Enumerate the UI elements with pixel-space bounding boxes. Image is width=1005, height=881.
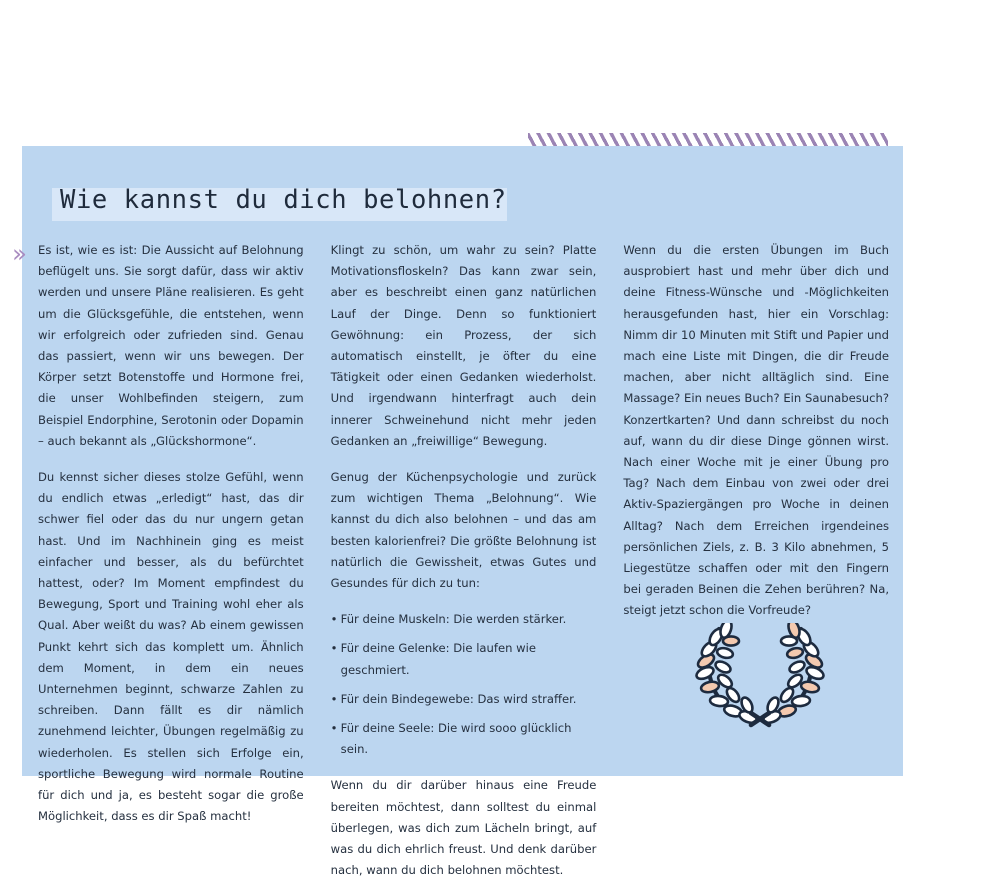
page-title: Wie kannst du dich belohnen? bbox=[60, 185, 507, 215]
text-column-3 bbox=[623, 240, 889, 881]
wreath-branch-right bbox=[762, 623, 825, 725]
paragraph: Du kennst sicher dieses stolze Gefühl, wenn du endlich etwas „erledigt“ hast, das dir schwer fiel oder das du nur ungern getan hast. Und im Nachhinein ging es meist einfacher und besser, als du befürchtet hattest, oder? Im Moment empfindest du Bewegung, Sport und Training wohl eher als Qual. Aber weißt du was? Ab einem gewissen Punkt kehrt sich das komplett um. Ähnlich dem Moment, in dem ein neues Unternehmen beginnt, schwarze Zahlen zu schreiben. Dann fällt es dir nämlich zunehmend leichter, Übungen regelmäßig zu wiederholen. Es stellen sich Erfolge ein, sportliche Bewegung wird normale Routine für dich und ja, es besteht sogar die große Möglichkeit, dass es dir Spaß macht! bbox=[38, 470, 304, 824]
wreath-branch-left bbox=[695, 623, 758, 725]
benefit-list bbox=[331, 609, 597, 760]
paragraph: Genug der Küchenpsychologie und zurück zum wichtigen Thema „Belohnung“. Wie kannst du dich also belohnen – und das am besten kalorienfrei? Die größte Belohnung ist natürlich die Gewissheit, etwas Gutes und Gesundes für dich zu tun: bbox=[330, 470, 597, 591]
text-column-1 bbox=[38, 240, 304, 881]
text-columns bbox=[38, 240, 889, 881]
laurel-wreath-icon bbox=[695, 623, 825, 733]
list-item: • Für dein Bindegewebe: Das wird straffer. bbox=[331, 689, 597, 710]
paragraph: Wenn du dir darüber hinaus eine Freude bereiten möchtest, dann solltest du einmal überlegen, was dich zum Lächeln bringt, auf was du dich ehrlich freust. Und denk darüber nach, wann du dich belohnen möchtest. bbox=[330, 778, 597, 878]
chevron-marker-icon: ›› bbox=[12, 239, 22, 268]
heading-container bbox=[38, 183, 878, 227]
list-item: • Für deine Gelenke: Die laufen wie geschmiert. bbox=[331, 638, 597, 680]
list-item: • Für deine Muskeln: Die werden stärker. bbox=[331, 609, 597, 630]
paragraph: Klingt zu schön, um wahr zu sein? Platte Motivationsfloskeln? Das kann zwar sein, aber es beschreibt einen ganz natürlichen Lauf der Dinge. Denn so funktioniert Gewöhnung: ein Prozess, der sich automatisch einstellt, je öfter du eine Tätigkeit oder einen Gedanken wiederholst. Und irgendwann hinterfragt auch dein innerer Schweinehund nicht mehr jeden Gedanken an „freiwillige“ Bewegung. bbox=[330, 243, 597, 448]
paragraph: Wenn du die ersten Übungen im Buch ausprobiert hast und mehr über dich und deine Fitness-Wünsche und -Möglichkeiten herausgefunden hast, hier ein Vorschlag: Nimm dir 10 Minuten mit Stift und Papier und mach eine Liste mit Dingen, die dir Freude machen, aber nicht alltäglich sind. Eine Massage? Ein neues Buch? Ein Saunabesuch? Konzertkarten? Und dann schreibst du noch auf, wann du dir diese Dinge gönnen wirst. Nach einer Woche mit je einer Übung pro Tag? Nach dem Einbau von zwei oder drei Aktiv-Spaziergängen pro Woche in deinen Alltag? Nach dem Erreichen irgendeines persönlichen Ziels, z. B. 3 Kilo abnehmen, 5 Liegestütze schaffen oder mit den Fingern bei geraden Beinen die Zehen berühren? Na, steigt jetzt schon die Vorfreude? bbox=[623, 243, 890, 618]
list-item: • Für deine Seele: Die wird sooo glücklich sein. bbox=[331, 718, 597, 760]
content-panel bbox=[12, 146, 903, 878]
paragraph: Es ist, wie es ist: Die Aussicht auf Belohnung beflügelt uns. Sie sorgt dafür, dass wir aktiv werden und unsere Pläne realisieren. Es geht um die Glücksgefühle, die entstehen, wenn wir erfolgreich oder zufrieden sind. Genau das passiert, wenn wir uns bewegen. Der Körper setzt Botenstoffe und Hormone frei, die unser Wohlbefinden steigern, zum Beispiel Endorphine, Serotonin oder Dopamin – auch bekannt als „Glückshormone“. bbox=[38, 243, 304, 448]
text-column-2 bbox=[331, 240, 597, 881]
